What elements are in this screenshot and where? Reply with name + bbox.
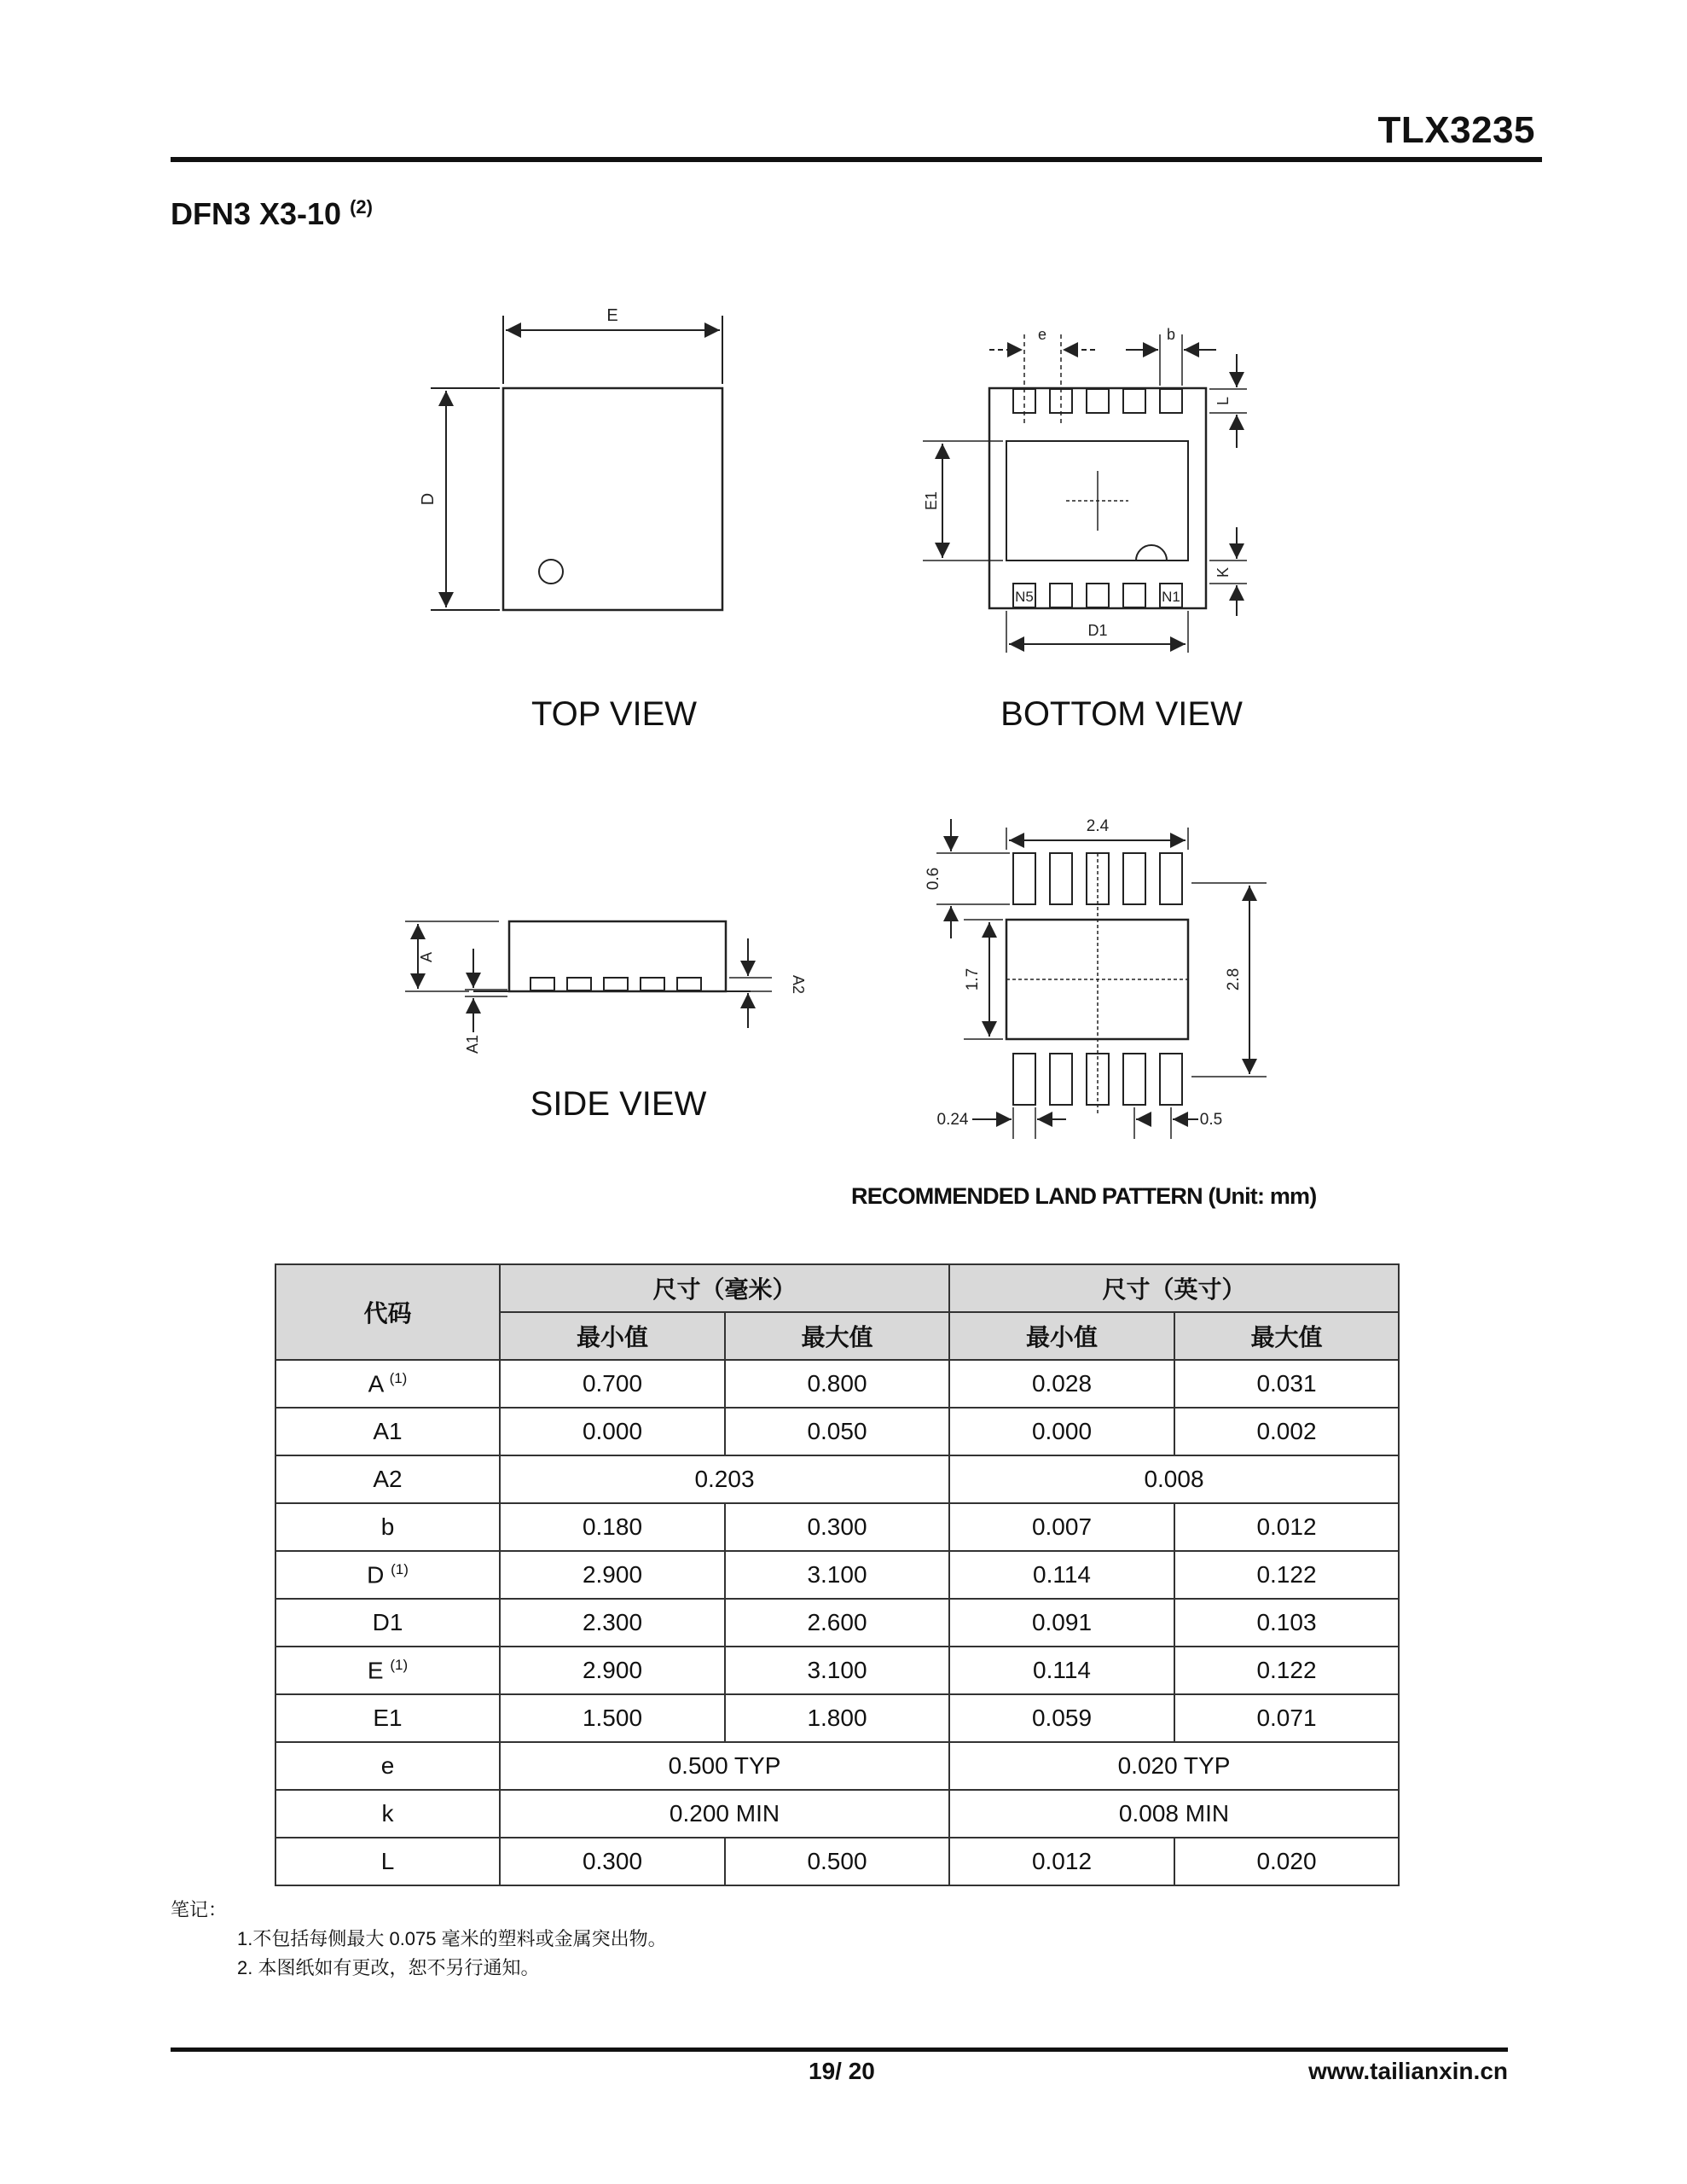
dim-label-l: L — [1215, 396, 1232, 406]
cell-mm-max: 0.500 — [725, 1838, 949, 1885]
cell-mm-span: 0.200 MIN — [500, 1790, 949, 1838]
table-row — [275, 1694, 1399, 1742]
code-text: E — [367, 1657, 384, 1684]
cell-code: E1 — [275, 1694, 500, 1742]
table-row — [275, 1455, 1399, 1503]
code-note: (1) — [389, 1369, 408, 1386]
land-dim-total-height: 2.8 — [1225, 967, 1243, 991]
cell-code: e — [275, 1742, 500, 1790]
dim-label-b: b — [1166, 326, 1176, 343]
col-in-max: 最大值 — [1174, 1312, 1399, 1360]
cell-in-max: 0.012 — [1174, 1503, 1399, 1551]
col-mm-min: 最小值 — [500, 1312, 725, 1360]
land-dim-width: 2.4 — [1086, 817, 1110, 835]
cell-code: L — [275, 1838, 500, 1885]
land-dim-pitch: 0.5 — [1199, 1111, 1223, 1129]
cell-mm-min: 0.180 — [500, 1503, 725, 1551]
package-note-ref: (2) — [350, 196, 373, 218]
side-view-label: SIDE VIEW — [530, 1085, 707, 1123]
cell-in-max: 0.031 — [1174, 1360, 1399, 1408]
dim-label-pitch: e — [1037, 326, 1047, 343]
cell-mm-min: 2.900 — [500, 1551, 725, 1599]
cell-in-max: 0.071 — [1174, 1694, 1399, 1742]
cell-in-max: 0.020 — [1174, 1838, 1399, 1885]
cell-code: A2 — [275, 1455, 500, 1503]
cell-mm-min: 0.300 — [500, 1838, 725, 1885]
cell-mm-max: 0.300 — [725, 1503, 949, 1551]
dim-label-e1: E1 — [923, 491, 940, 511]
table-row — [275, 1742, 1399, 1790]
cell-in-span: 0.008 — [949, 1455, 1399, 1503]
cell-mm-span: 0.203 — [500, 1455, 949, 1503]
pin-label-n5: N5 — [1015, 589, 1034, 605]
cell-code: A1 — [275, 1408, 500, 1455]
land-dim-inner-gap: 1.7 — [964, 967, 982, 991]
note-item: 1.不包括每侧最大 0.075 毫米的塑料或金属突出物。 — [237, 1928, 667, 1949]
cell-code: k — [275, 1790, 500, 1838]
table-row — [275, 1790, 1399, 1838]
col-mm-max: 最大值 — [725, 1312, 949, 1360]
col-code-header: 代码 — [275, 1264, 500, 1360]
dim-label-d1: D1 — [1087, 622, 1108, 639]
cell-in-max: 0.122 — [1174, 1551, 1399, 1599]
pin-label-n1: N1 — [1162, 589, 1180, 605]
cell-in-max: 0.002 — [1174, 1408, 1399, 1455]
cell-code — [275, 1647, 500, 1694]
col-in-min: 最小值 — [949, 1312, 1174, 1360]
note-item: 2. 本图纸如有更改，恕不另行通知。 — [237, 1957, 540, 1978]
notes-section — [171, 1896, 667, 1983]
table-row — [275, 1838, 1399, 1885]
cell-mm-max: 0.050 — [725, 1408, 949, 1455]
code-note: (1) — [390, 1656, 409, 1673]
land-dim-pad-width: 0.24 — [936, 1111, 969, 1129]
dim-label-a: A — [418, 951, 435, 963]
code-note: (1) — [391, 1560, 409, 1577]
cell-mm-max: 0.800 — [725, 1360, 949, 1408]
cell-mm-min: 0.700 — [500, 1360, 725, 1408]
land-pattern-label: RECOMMENDED LAND PATTERN (Unit: mm) — [851, 1183, 1317, 1209]
cell-in-min: 0.000 — [949, 1408, 1174, 1455]
cell-in-span: 0.020 TYP — [949, 1742, 1399, 1790]
code-text: D — [367, 1561, 385, 1589]
footer-divider — [171, 2048, 1508, 2052]
cell-code: D1 — [275, 1599, 500, 1647]
bottom-view-drawing — [923, 326, 1247, 653]
notes-title: 笔记： — [171, 1899, 228, 1920]
package-title-text: DFN3 X3-10 — [171, 196, 342, 231]
cell-mm-min: 1.500 — [500, 1694, 725, 1742]
table-row — [275, 1599, 1399, 1647]
cell-mm-min: 2.900 — [500, 1647, 725, 1694]
cell-in-min: 0.091 — [949, 1599, 1174, 1647]
cell-mm-span: 0.500 TYP — [500, 1742, 949, 1790]
cell-in-max: 0.122 — [1174, 1647, 1399, 1694]
cell-mm-min: 0.000 — [500, 1408, 725, 1455]
cell-in-span: 0.008 MIN — [949, 1790, 1399, 1838]
table-header-row — [275, 1264, 1399, 1312]
dimensions-table — [275, 1263, 1400, 1886]
cell-in-min: 0.028 — [949, 1360, 1174, 1408]
cell-mm-max: 1.800 — [725, 1694, 949, 1742]
page-number: 19/ 20 — [809, 2058, 875, 2084]
cell-in-max: 0.103 — [1174, 1599, 1399, 1647]
cell-in-min: 0.059 — [949, 1694, 1174, 1742]
col-group-mm: 尺寸（毫米） — [500, 1264, 949, 1312]
dim-label-e-top: E — [606, 306, 618, 325]
top-view-drawing — [419, 306, 722, 610]
cell-mm-min: 2.300 — [500, 1599, 725, 1647]
table-row — [275, 1360, 1399, 1408]
cell-in-min: 0.114 — [949, 1647, 1174, 1694]
dim-label-a2: A2 — [790, 974, 807, 995]
cell-code — [275, 1360, 500, 1408]
website-link[interactable]: www.tailianxin.cn — [1308, 2058, 1508, 2084]
table-row — [275, 1408, 1399, 1455]
table-row — [275, 1503, 1399, 1551]
land-dim-pad-length: 0.6 — [925, 867, 942, 891]
cell-mm-max: 3.100 — [725, 1551, 949, 1599]
dim-label-d-top: D — [419, 492, 438, 506]
cell-code: b — [275, 1503, 500, 1551]
cell-mm-max: 3.100 — [725, 1647, 949, 1694]
cell-mm-max: 2.600 — [725, 1599, 949, 1647]
code-text: A — [368, 1370, 383, 1397]
table-row — [275, 1551, 1399, 1599]
land-pattern-drawing — [925, 817, 1267, 1139]
side-view-drawing — [405, 921, 807, 1054]
cell-in-min: 0.114 — [949, 1551, 1174, 1599]
table-row — [275, 1647, 1399, 1694]
bottom-view-label: BOTTOM VIEW — [1000, 695, 1243, 733]
col-group-in: 尺寸（英寸） — [949, 1264, 1399, 1312]
part-number: TLX3235 — [1377, 109, 1535, 151]
dim-label-k: K — [1215, 566, 1232, 578]
cell-in-min: 0.012 — [949, 1838, 1174, 1885]
cell-in-min: 0.007 — [949, 1503, 1174, 1551]
dim-label-a1: A1 — [464, 1034, 481, 1054]
top-view-label: TOP VIEW — [530, 695, 698, 733]
cell-code — [275, 1551, 500, 1599]
